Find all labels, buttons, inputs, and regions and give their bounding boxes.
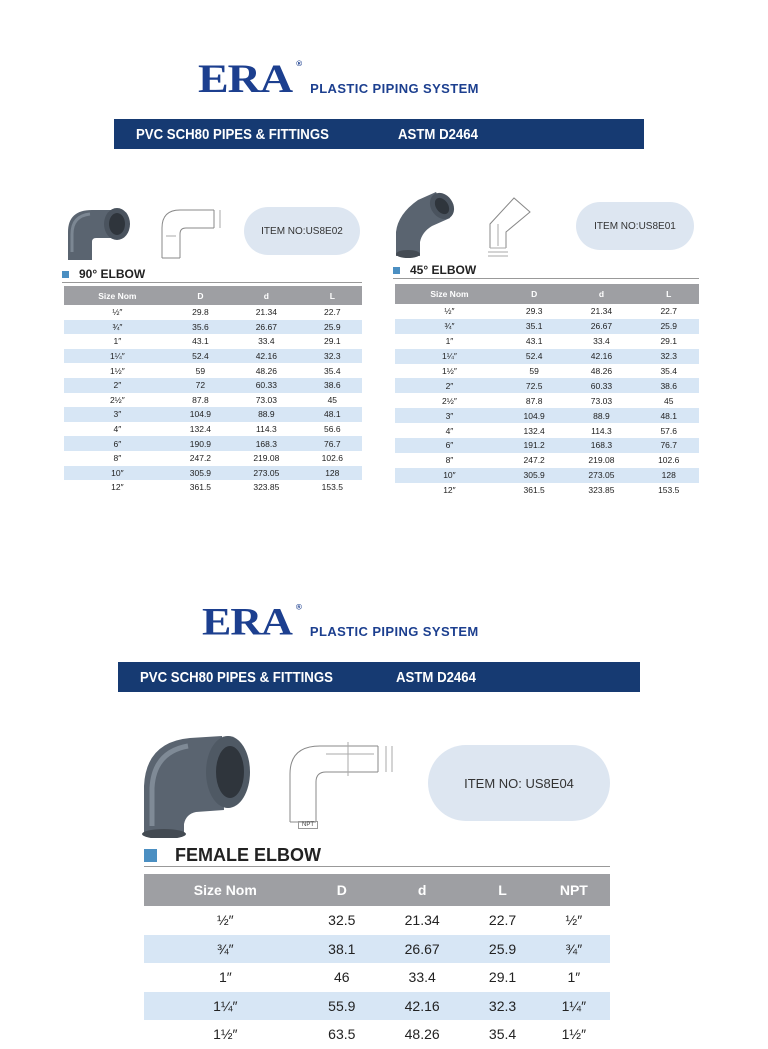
column-header: NPT (538, 874, 610, 906)
brand-header (202, 600, 479, 644)
table-cell: 42.16 (377, 992, 467, 1021)
table-cell: ¾″ (395, 319, 504, 334)
table-cell: 25.9 (303, 320, 362, 335)
table-row (395, 408, 699, 423)
banner-product: PVC SCH80 PIPES & FITTINGS (136, 125, 329, 143)
table-cell: 59 (504, 364, 565, 379)
table-cell: 1½″ (144, 1020, 307, 1049)
table-cell: 60.33 (230, 378, 303, 393)
table-row (64, 451, 362, 466)
table-row (64, 320, 362, 335)
table-cell: 29.8 (171, 305, 230, 320)
elbow-45-table (395, 284, 699, 498)
table-cell: 114.3 (564, 423, 638, 438)
table-cell: 22.7 (303, 305, 362, 320)
banner-product: PVC SCH80 PIPES & FITTINGS (140, 668, 333, 686)
table-cell: 26.67 (377, 935, 467, 964)
table-cell: 60.33 (564, 378, 638, 393)
table-cell: 219.08 (564, 453, 638, 468)
table-cell: 21.34 (564, 304, 638, 319)
table-cell: 56.6 (303, 422, 362, 437)
table-cell: 1″ (144, 963, 307, 992)
table-cell: 132.4 (504, 423, 565, 438)
table-cell: 3″ (64, 407, 171, 422)
table-cell: 32.3 (303, 349, 362, 364)
item-no-us8e01: ITEM NO:US8E01 (576, 202, 694, 250)
table-cell: ½″ (144, 906, 307, 935)
table-cell: 219.08 (230, 451, 303, 466)
table-cell: 48.26 (564, 364, 638, 379)
table-cell: 32.5 (307, 906, 377, 935)
table-cell: 4″ (64, 422, 171, 437)
table-cell: 132.4 (171, 422, 230, 437)
table-cell: 88.9 (230, 407, 303, 422)
era-logo: ERA ® (198, 56, 302, 101)
table-cell: 63.5 (307, 1020, 377, 1049)
era-logo: ERA ® (202, 600, 301, 644)
table-row (64, 334, 362, 349)
elbow-45-photo (392, 188, 456, 258)
table-cell: 2½″ (64, 393, 171, 408)
table-cell: 102.6 (638, 453, 699, 468)
table-row (395, 349, 699, 364)
table-cell: 2″ (395, 378, 504, 393)
table-cell: 32.3 (467, 992, 537, 1021)
elbow-90-drawing (156, 204, 228, 260)
table-cell: 8″ (64, 451, 171, 466)
table-cell: 48.1 (303, 407, 362, 422)
table-cell: 1″ (538, 963, 610, 992)
table-row (395, 453, 699, 468)
column-header: d (230, 286, 303, 305)
table-cell: 43.1 (504, 334, 565, 349)
table-cell: 2″ (64, 378, 171, 393)
table-cell: 35.1 (504, 319, 565, 334)
table-row (144, 935, 610, 964)
table-row (64, 363, 362, 378)
title-bullet (393, 267, 400, 274)
elbow-90-title: 90° ELBOW (62, 266, 362, 283)
table-cell: 191.2 (504, 438, 565, 453)
table-cell: 190.9 (171, 436, 230, 451)
table-cell: 52.4 (171, 349, 230, 364)
table-cell: 46 (307, 963, 377, 992)
table-cell: 43.1 (171, 334, 230, 349)
table-row (64, 480, 362, 495)
table-cell: 1″ (395, 334, 504, 349)
table-cell: 22.7 (467, 906, 537, 935)
table-cell: 4″ (395, 423, 504, 438)
table-cell: 35.6 (171, 320, 230, 335)
table-cell: 1½″ (538, 1020, 610, 1049)
table-cell: 323.85 (230, 480, 303, 495)
table-cell: 59 (171, 363, 230, 378)
table-cell: ¾″ (538, 935, 610, 964)
table-cell: 35.4 (467, 1020, 537, 1049)
column-header: D (171, 286, 230, 305)
table-row (395, 483, 699, 498)
table-cell: 72 (171, 378, 230, 393)
table-cell: 10″ (64, 466, 171, 481)
table-cell: 26.67 (230, 320, 303, 335)
female-elbow-title: FEMALE ELBOW (144, 844, 610, 867)
table-header-row (395, 284, 699, 304)
table-row (64, 349, 362, 364)
table-cell: 2½″ (395, 393, 504, 408)
column-header: D (504, 284, 565, 304)
table-row (144, 963, 610, 992)
table-row (395, 304, 699, 319)
table-cell: 305.9 (171, 466, 230, 481)
table-cell: 57.6 (638, 423, 699, 438)
table-cell: 38.6 (303, 378, 362, 393)
table-cell: 10″ (395, 468, 504, 483)
column-header: L (638, 284, 699, 304)
table-cell: 45 (638, 393, 699, 408)
table-cell: 76.7 (303, 436, 362, 451)
elbow-90-photo (62, 202, 134, 262)
item-no-us8e02: ITEM NO:US8E02 (244, 207, 360, 255)
table-row (64, 422, 362, 437)
elbow-90-table (64, 286, 362, 495)
table-cell: 1½″ (64, 363, 171, 378)
table-cell: 104.9 (171, 407, 230, 422)
table-row (64, 436, 362, 451)
table-row (395, 334, 699, 349)
table-row (395, 438, 699, 453)
table-row (144, 906, 610, 935)
table-row (64, 407, 362, 422)
column-header: D (307, 874, 377, 906)
table-cell: 247.2 (171, 451, 230, 466)
table-cell: 3″ (395, 408, 504, 423)
table-cell: 1″ (64, 334, 171, 349)
table-cell: 323.85 (564, 483, 638, 498)
table-cell: 48.26 (230, 363, 303, 378)
female-elbow-drawing (282, 738, 400, 832)
table-cell: 25.9 (467, 935, 537, 964)
table-cell: 153.5 (303, 480, 362, 495)
table-row (395, 378, 699, 393)
brand-tagline: PLASTIC PIPING SYSTEM (309, 624, 479, 639)
table-cell: 73.03 (230, 393, 303, 408)
table-cell: 21.34 (230, 305, 303, 320)
table-cell: 12″ (395, 483, 504, 498)
column-header: Size Nom (395, 284, 504, 304)
table-cell: 6″ (64, 436, 171, 451)
brand-tagline: PLASTIC PIPING SYSTEM (310, 81, 479, 96)
table-cell: 128 (638, 468, 699, 483)
table-cell: 104.9 (504, 408, 565, 423)
table-row (395, 393, 699, 408)
table-cell: 1½″ (395, 364, 504, 379)
npt-drawing-label: NPT (298, 821, 318, 829)
title-banner (114, 119, 644, 149)
table-row (395, 423, 699, 438)
table-cell: 21.34 (377, 906, 467, 935)
table-cell: 73.03 (564, 393, 638, 408)
table-cell: 29.1 (638, 334, 699, 349)
column-header: Size Nom (144, 874, 307, 906)
table-cell: 12″ (64, 480, 171, 495)
table-cell: 361.5 (504, 483, 565, 498)
column-header: d (377, 874, 467, 906)
table-header-row (144, 874, 610, 906)
column-header: d (564, 284, 638, 304)
table-cell: 32.3 (638, 349, 699, 364)
table-cell: 42.16 (564, 349, 638, 364)
column-header: L (303, 286, 362, 305)
female-elbow-table (144, 874, 610, 1049)
table-row (144, 1020, 610, 1049)
table-cell: 33.4 (377, 963, 467, 992)
table-cell: 361.5 (171, 480, 230, 495)
table-row (64, 305, 362, 320)
table-cell: ¾″ (144, 935, 307, 964)
table-cell: 1¼″ (144, 992, 307, 1021)
table-cell: 45 (303, 393, 362, 408)
table-cell: 26.67 (564, 319, 638, 334)
table-cell: 88.9 (564, 408, 638, 423)
table-cell: 42.16 (230, 349, 303, 364)
table-cell: 48.26 (377, 1020, 467, 1049)
title-banner (118, 662, 640, 692)
table-cell: 25.9 (638, 319, 699, 334)
table-cell: 8″ (395, 453, 504, 468)
elbow-45-drawing (484, 192, 540, 258)
table-cell: 6″ (395, 438, 504, 453)
column-header: Size Nom (64, 286, 171, 305)
table-row (64, 466, 362, 481)
table-cell: 102.6 (303, 451, 362, 466)
table-cell: 273.05 (564, 468, 638, 483)
table-cell: 55.9 (307, 992, 377, 1021)
table-row (395, 319, 699, 334)
table-cell: 72.5 (504, 378, 565, 393)
table-cell: 33.4 (230, 334, 303, 349)
table-cell: 1¼″ (538, 992, 610, 1021)
table-cell: 38.6 (638, 378, 699, 393)
title-bullet (144, 849, 157, 862)
table-row (64, 393, 362, 408)
table-row (395, 364, 699, 379)
table-cell: 87.8 (504, 393, 565, 408)
table-row (144, 992, 610, 1021)
table-cell: 305.9 (504, 468, 565, 483)
table-cell: 38.1 (307, 935, 377, 964)
table-cell: 87.8 (171, 393, 230, 408)
table-cell: 33.4 (564, 334, 638, 349)
table-cell: 52.4 (504, 349, 565, 364)
table-cell: 29.3 (504, 304, 565, 319)
table-cell: 114.3 (230, 422, 303, 437)
table-cell: 128 (303, 466, 362, 481)
table-cell: 35.4 (638, 364, 699, 379)
female-elbow-photo (140, 730, 256, 838)
table-cell: ¾″ (64, 320, 171, 335)
table-cell: ½″ (538, 906, 610, 935)
table-cell: 29.1 (303, 334, 362, 349)
table-cell: ½″ (395, 304, 504, 319)
table-cell: 168.3 (564, 438, 638, 453)
table-row (64, 378, 362, 393)
banner-standard: ASTM D2464 (398, 125, 478, 143)
table-cell: 273.05 (230, 466, 303, 481)
table-cell: 1¼″ (64, 349, 171, 364)
brand-header (198, 56, 479, 102)
table-cell: ½″ (64, 305, 171, 320)
table-cell: 35.4 (303, 363, 362, 378)
elbow-45-title: 45° ELBOW (393, 262, 699, 279)
table-cell: 168.3 (230, 436, 303, 451)
table-cell: 48.1 (638, 408, 699, 423)
table-cell: 1¼″ (395, 349, 504, 364)
table-row (395, 468, 699, 483)
banner-standard: ASTM D2464 (396, 668, 476, 686)
item-no-us8e04: ITEM NO: US8E04 (428, 745, 610, 821)
table-cell: 247.2 (504, 453, 565, 468)
table-cell: 22.7 (638, 304, 699, 319)
column-header: L (467, 874, 537, 906)
table-cell: 153.5 (638, 483, 699, 498)
table-header-row (64, 286, 362, 305)
title-bullet (62, 271, 69, 278)
table-cell: 29.1 (467, 963, 537, 992)
table-cell: 76.7 (638, 438, 699, 453)
